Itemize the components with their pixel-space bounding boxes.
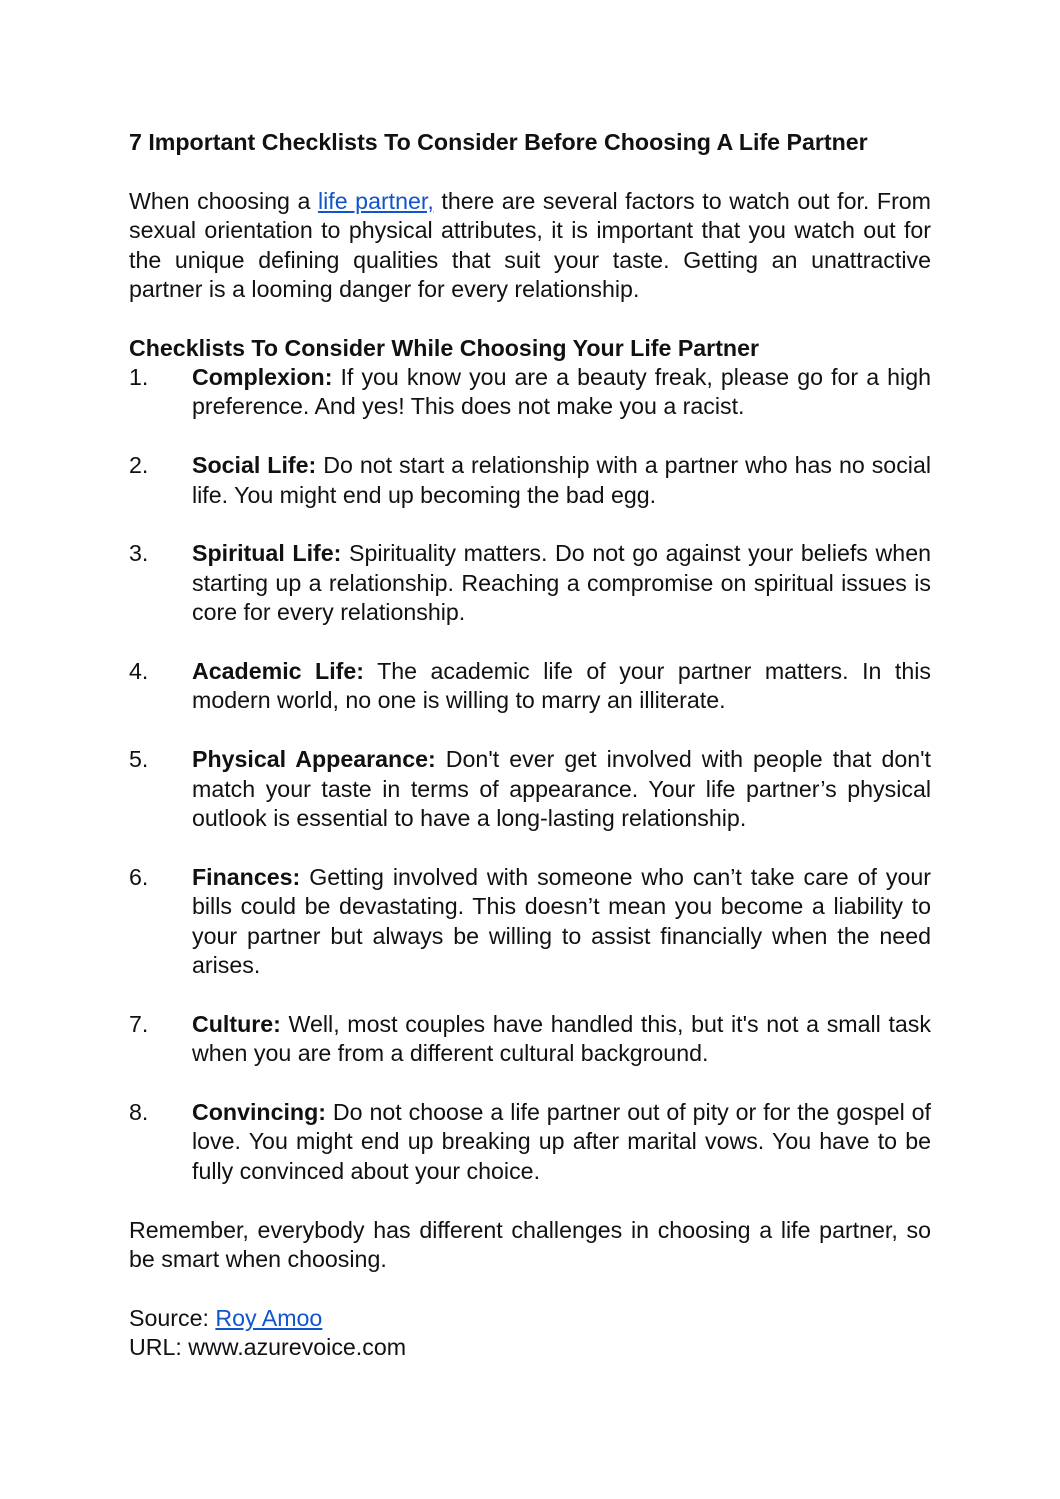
checklist xyxy=(129,363,931,1186)
intro-text-start: When choosing a xyxy=(129,188,318,214)
closing-paragraph: Remember, everybody has different challenges in choosing a life partner, so be smart when choosing. xyxy=(129,1216,931,1273)
item-label: Academic Life: xyxy=(192,658,364,685)
item-label: Culture: xyxy=(192,1010,281,1037)
checklist-heading: Checklists To Consider While Choosing Your Life Partner xyxy=(129,334,760,361)
item-text: Don't ever get involved with people that don't match your taste in terms of appearance. Your life partner’s physical outlook is essential to have a long-lasting relationship. xyxy=(192,746,931,832)
item-text: Well, most couples have handled this, but it's not a small task when you are from a different cultural background. xyxy=(192,1010,931,1067)
item-number: 1. xyxy=(129,364,149,391)
item-number: 2. xyxy=(129,452,149,479)
item-number: 3. xyxy=(129,540,149,567)
url-line: URL: www.azurevoice.com xyxy=(129,1334,407,1361)
item-text: Do not start a relationship with a partner who has no social life. You might end up becoming the bad egg. xyxy=(192,452,931,508)
list-item xyxy=(129,451,931,510)
list-item xyxy=(129,363,931,422)
list-item xyxy=(129,745,931,833)
item-number: 6. xyxy=(129,863,149,890)
list-item xyxy=(129,1098,931,1186)
document-page xyxy=(129,128,931,1363)
item-text: Spirituality matters. Do not go against your beliefs when starting up a relationship. Reaching a compromise on spiritual issues is core for every relationship. xyxy=(192,540,931,626)
item-number: 7. xyxy=(129,1010,149,1037)
item-label: Social Life: xyxy=(192,452,317,479)
life-partner-link[interactable]: life partner, xyxy=(317,188,434,214)
document-title: 7 Important Checklists To Consider Before Choosing A Life Partner xyxy=(129,129,868,155)
item-text: Getting involved with someone who can’t take care of your bills could be devastating. This doesn’t mean you become a liability to your partner but always be willing to assist financially when the need arises. xyxy=(192,863,931,979)
item-text: If you know you are a beauty freak, please go for a high preference. And yes! This does not make you a racist. xyxy=(192,364,931,420)
list-item xyxy=(129,657,931,716)
list-item xyxy=(129,863,931,981)
item-label: Finances: xyxy=(192,863,301,890)
item-text: The academic life of your partner matters. In this modern world, no one is willing to marry an illiterate. xyxy=(192,658,931,714)
intro-paragraph xyxy=(129,187,931,305)
source-author-link[interactable]: Roy Amoo xyxy=(215,1304,323,1331)
item-label: Physical Appearance: xyxy=(192,746,436,773)
item-label: Spiritual Life: xyxy=(192,540,342,567)
source-block xyxy=(129,1304,931,1363)
item-number: 5. xyxy=(129,746,149,773)
item-label: Complexion: xyxy=(192,364,333,391)
list-item xyxy=(129,539,931,627)
item-number: 4. xyxy=(129,658,149,685)
intro-text-rest: there are several factors to watch out for. From sexual orientation to physical attributes, it is important that you watch out for the unique defining qualities that suit your taste. Getting an unattractive partner is a looming danger for every relationship. xyxy=(129,188,932,303)
source-label: Source: xyxy=(129,1304,216,1331)
item-number: 8. xyxy=(129,1099,149,1126)
source-line xyxy=(129,1304,931,1333)
list-item xyxy=(129,1010,931,1069)
item-text: Do not choose a life partner out of pity or for the gospel of love. You might end up breaking up after marital vows. You have to be fully convinced about your choice. xyxy=(192,1099,931,1184)
item-label: Convincing: xyxy=(192,1099,326,1126)
